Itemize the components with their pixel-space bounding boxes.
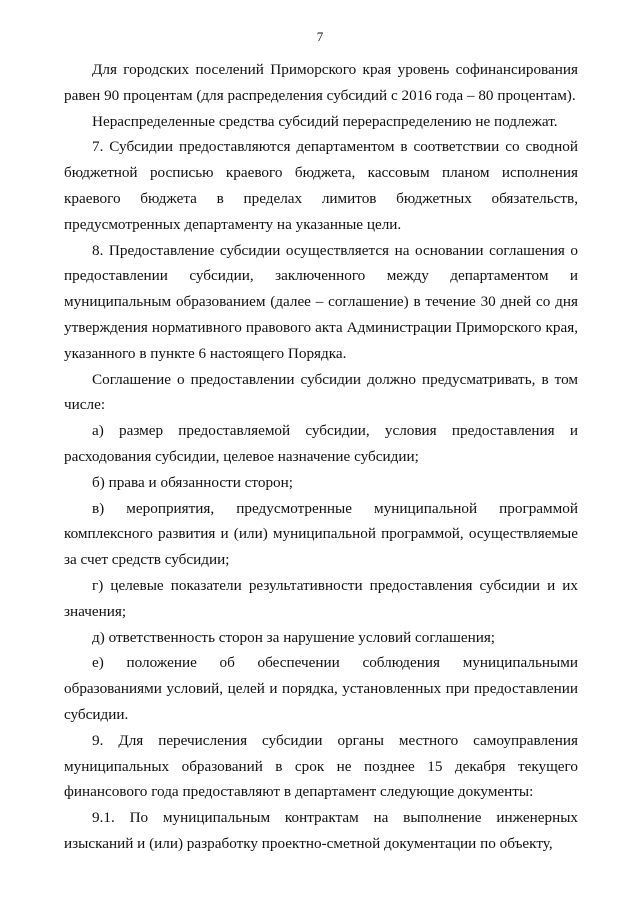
paragraph-item-9: 9. Для перечисления субсидии органы местного самоуправления муниципальных образований в срок не позднее 15 декабря текущего финансового года предоставляют в департамент следующие документы: — [64, 731, 578, 801]
list-item-v: в) мероприятия, предусмотренные муниципальной программой комплексного развития и (или) муниципальной программой, осуществляемые за счет средств субсидии; — [64, 499, 578, 569]
paragraph-item-7: 7. Субсидии предоставляются департаментом в соответствии со сводной бюджетной росписью краевого бюджета, кассовым планом исполнения краевого бюджета в пределах лимитов бюджетных обязательств, предусмотренных департаменту на указанные цели. — [64, 138, 578, 233]
list-item-d: д) ответственность сторон за нарушение условий соглашения; — [92, 628, 496, 646]
paragraph-agreement-intro: Соглашение о предоставлении субсидии должно предусматривать, в том числе: — [64, 370, 578, 414]
list-item-g: г) целевые показатели результативности предоставления субсидии и их значения; — [64, 576, 578, 620]
paragraph-item-9-1: 9.1. По муниципальным контрактам на выполнение инженерных изысканий и (или) разработку проектно-сметной документации по объекту, — [64, 809, 578, 852]
paragraph-cofinancing-level: Для городских поселений Приморского края уровень софинансирования равен 90 процентам (для распределения субсидий с 2016 года – 80 процентам). — [64, 61, 578, 104]
paragraph-undistributed-funds: Нераспределенные средства субсидий перераспределению не подлежат. — [92, 112, 558, 130]
document-body — [64, 57, 578, 857]
paragraph-item-8: 8. Предоставление субсидии осуществляется на основании соглашения о предоставлении субсидии, заключенного между департаментом и муниципальным образованием (далее – соглашение) в течение 30 дней со дня утверждения нормативного правового акта Администрации Приморского края, указанного в пункте 6 настоящего Порядка. — [64, 241, 578, 362]
page-number: 7 — [316, 29, 324, 44]
list-item-e: е) положение об обеспечении соблюдения муниципальными образованиями условий, целей и порядка, установленных при предоставлении субсидии. — [64, 654, 578, 723]
list-item-a: а) размер предоставляемой субсидии, условия предоставления и расходования субсидии, целевое назначение субсидии; — [64, 422, 578, 465]
list-item-b: б) права и обязанности сторон; — [92, 473, 293, 491]
